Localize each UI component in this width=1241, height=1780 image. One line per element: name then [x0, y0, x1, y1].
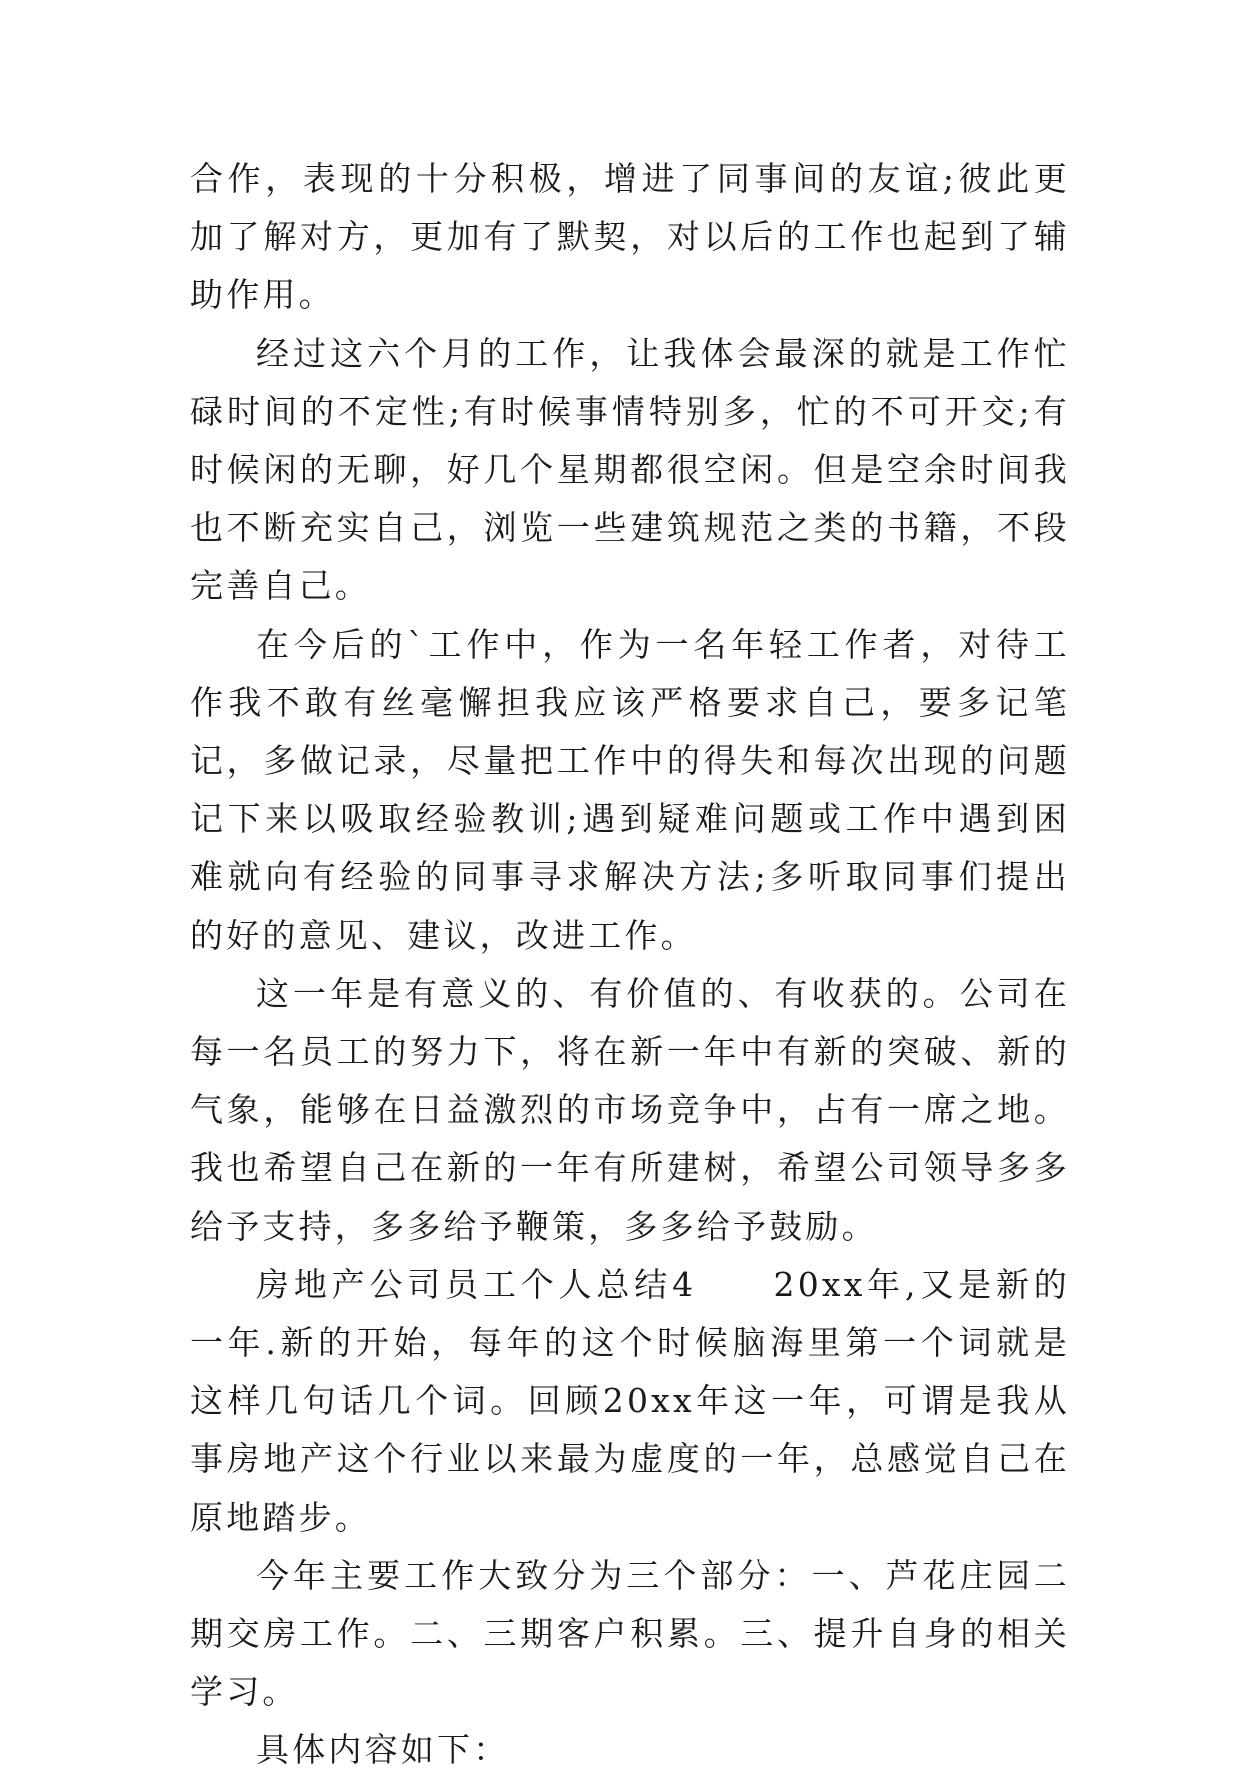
paragraph-year-summary: 这一年是有意义的、有价值的、有收获的。公司在每一名员工的努力下，将在新一年中有新的突破、新的气象，能够在日益激烈的市场竞争中，占有一席之地。我也希望自己在新的一年有所建树，希望公司领导多多给予支持，多多给予鞭策，多多给予鼓励。 — [190, 973, 1070, 1246]
paragraph-details-heading: 具体内容如下： — [256, 1730, 510, 1770]
paragraph-summary-4-intro: 房地产公司员工个人总结4 20xx年,又是新的一年.新的开始，每年的这个时候脑海里第一个词就是这样几句话几个词。回顾20xx年这一年，可谓是我从事房地产这个行业以来最为虚度的一年，总感觉自己在原地踏步。 — [190, 1264, 1070, 1537]
paragraph-work-experience: 经过这六个月的工作，让我体会最深的就是工作忙碌时间的不定性;有时候事情特别多，忙的不可开交;有时候闲的无聊，好几个星期都很空闲。但是空余时间我也不断充实自己，浏览一些建筑规范之类的书籍，不段完善自己。 — [190, 333, 1070, 606]
paragraph-main-work: 今年主要工作大致分为三个部分：一、芦花庄园二期交房工作。二、三期客户积累。三、提升自身的相关学习。 — [190, 1555, 1070, 1712]
paragraph-continuation: 合作，表现的十分积极，增进了同事间的友谊;彼此更加了解对方，更加有了默契，对以后的工作也起到了辅助作用。 — [190, 159, 1070, 315]
document-body — [190, 150, 1070, 1780]
paragraph-future-work: 在今后的`工作中，作为一名年轻工作者，对待工作我不敢有丝毫懈担我应该严格要求自己，要多记笔记，多做记录，尽量把工作中的得失和每次出现的问题记下来以吸取经验教训;遇到疑难问题或工作中遇到困难就向有经验的同事寻求解决方法;多听取同事们提出的好的意见、建议，改进工作。 — [190, 624, 1070, 955]
